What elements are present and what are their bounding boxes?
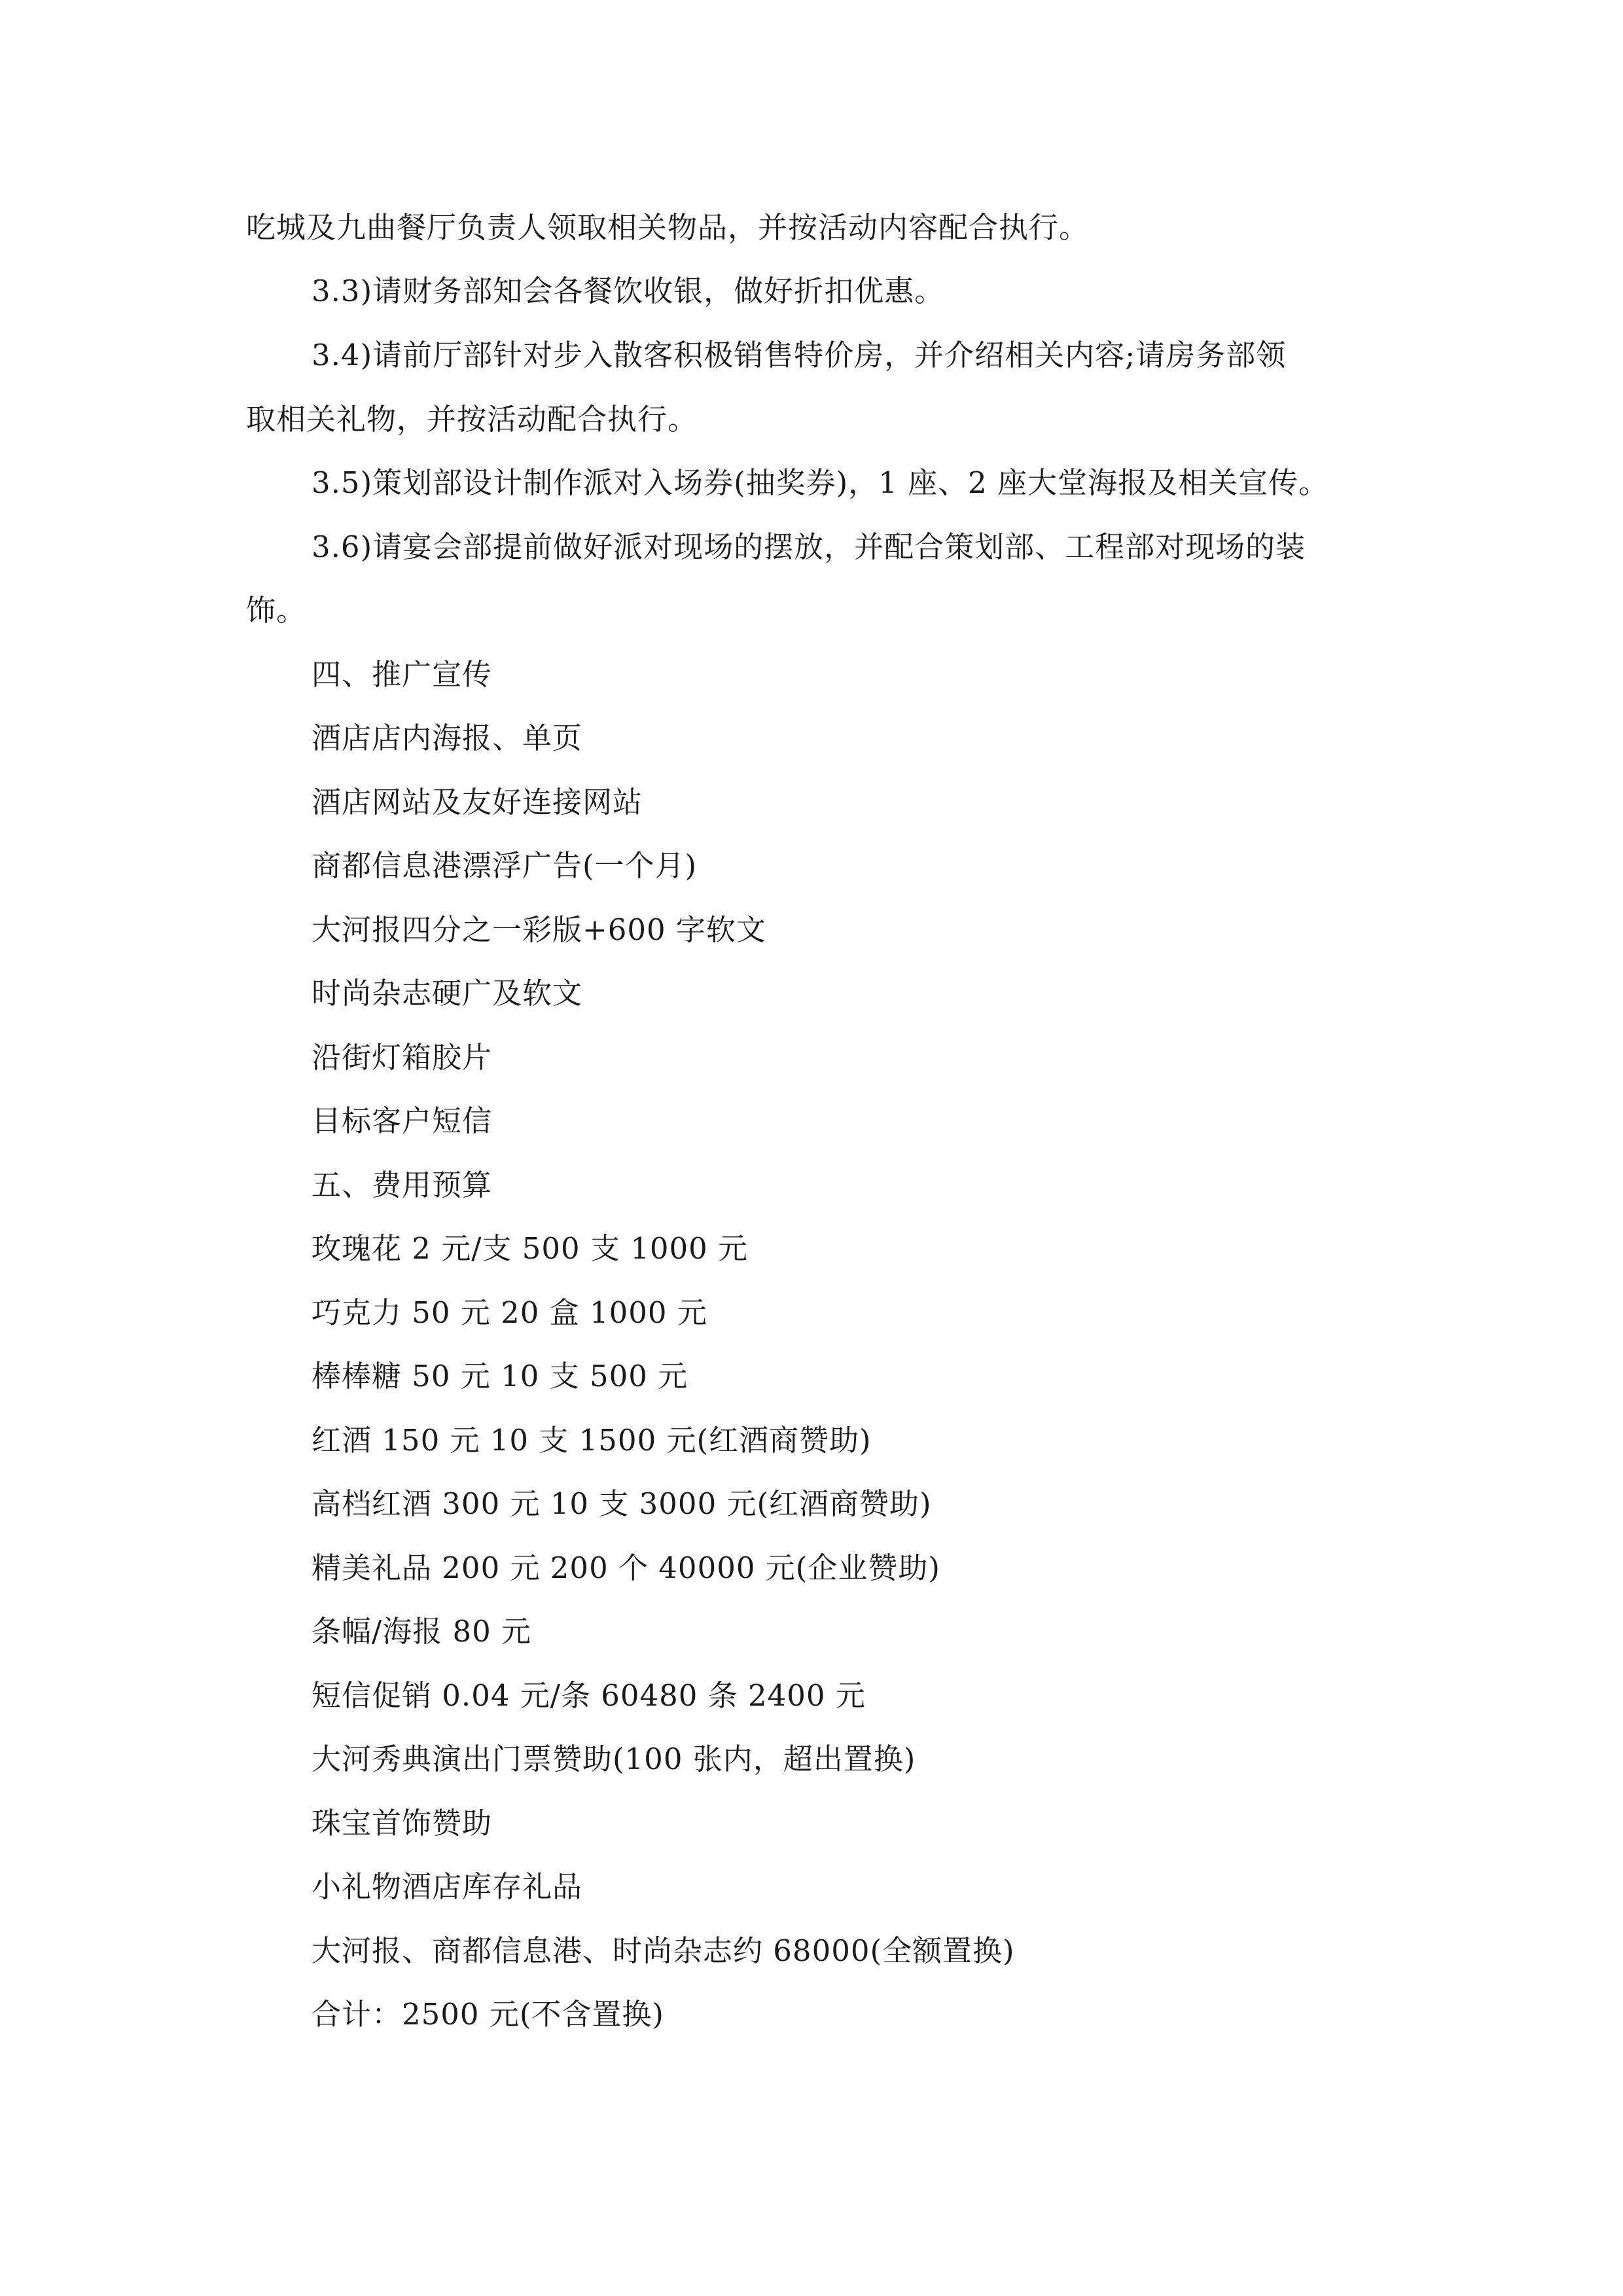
budget-item: 巧克力 50 元 20 盒 1000 元 xyxy=(312,1295,707,1330)
text-line-item-3-3: 3.3)请财务部知会各餐饮收银，做好折扣优惠。 xyxy=(312,274,945,308)
promotion-item: 商都信息港漂浮广告(一个月) xyxy=(312,848,698,883)
budget-item: 大河报、商都信息港、时尚杂志约 68000(全额置换) xyxy=(312,1933,1015,1968)
promotion-item: 时尚杂志硬广及软文 xyxy=(312,976,583,1011)
budget-item: 精美礼品 200 元 200 个 40000 元(企业赞助) xyxy=(312,1551,940,1585)
text-line-continuation: 吃城及九曲餐厅负责人领取相关物品，并按活动内容配合执行。 xyxy=(246,210,1090,245)
section-heading-promotion: 四、推广宣传 xyxy=(312,657,493,692)
budget-item: 棒棒糖 50 元 10 支 500 元 xyxy=(312,1359,688,1393)
budget-total: 合计：2500 元(不含置换) xyxy=(312,1997,664,2032)
promotion-item: 酒店店内海报、单页 xyxy=(312,721,583,755)
budget-item: 大河秀典演出门票赞助(100 张内，超出置换) xyxy=(312,1742,916,1776)
budget-item: 短信促销 0.04 元/条 60480 条 2400 元 xyxy=(312,1678,866,1713)
promotion-item: 目标客户短信 xyxy=(312,1103,493,1138)
budget-item: 小礼物酒店库存礼品 xyxy=(312,1869,583,1904)
budget-item: 珠宝首饰赞助 xyxy=(312,1806,493,1840)
promotion-item: 沿街灯箱胶片 xyxy=(312,1040,493,1075)
promotion-item: 大河报四分之一彩版+600 字软文 xyxy=(312,912,766,947)
budget-item: 高档红酒 300 元 10 支 3000 元(红酒商赞助) xyxy=(312,1486,932,1521)
text-line-item-3-5: 3.5)策划部设计制作派对入场券(抽奖券)，1 座、2 座大堂海报及相关宣传。 xyxy=(312,465,1329,500)
text-line-item-3-4-cont: 取相关礼物，并按活动配合执行。 xyxy=(246,402,698,437)
budget-item: 玫瑰花 2 元/支 500 支 1000 元 xyxy=(312,1231,749,1266)
text-line-item-3-4: 3.4)请前厅部针对步入散客积极销售特价房，并介绍相关内容;请房务部领 xyxy=(312,338,1287,372)
section-heading-budget: 五、费用预算 xyxy=(312,1168,493,1202)
text-line-item-3-6-cont: 饰。 xyxy=(246,593,307,628)
budget-item: 红酒 150 元 10 支 1500 元(红酒商赞助) xyxy=(312,1423,872,1458)
promotion-item: 酒店网站及友好连接网站 xyxy=(312,785,643,819)
budget-item: 条幅/海报 80 元 xyxy=(312,1614,532,1649)
text-line-item-3-6: 3.6)请宴会部提前做好派对现场的摆放，并配合策划部、工程部对现场的装 xyxy=(312,529,1306,564)
